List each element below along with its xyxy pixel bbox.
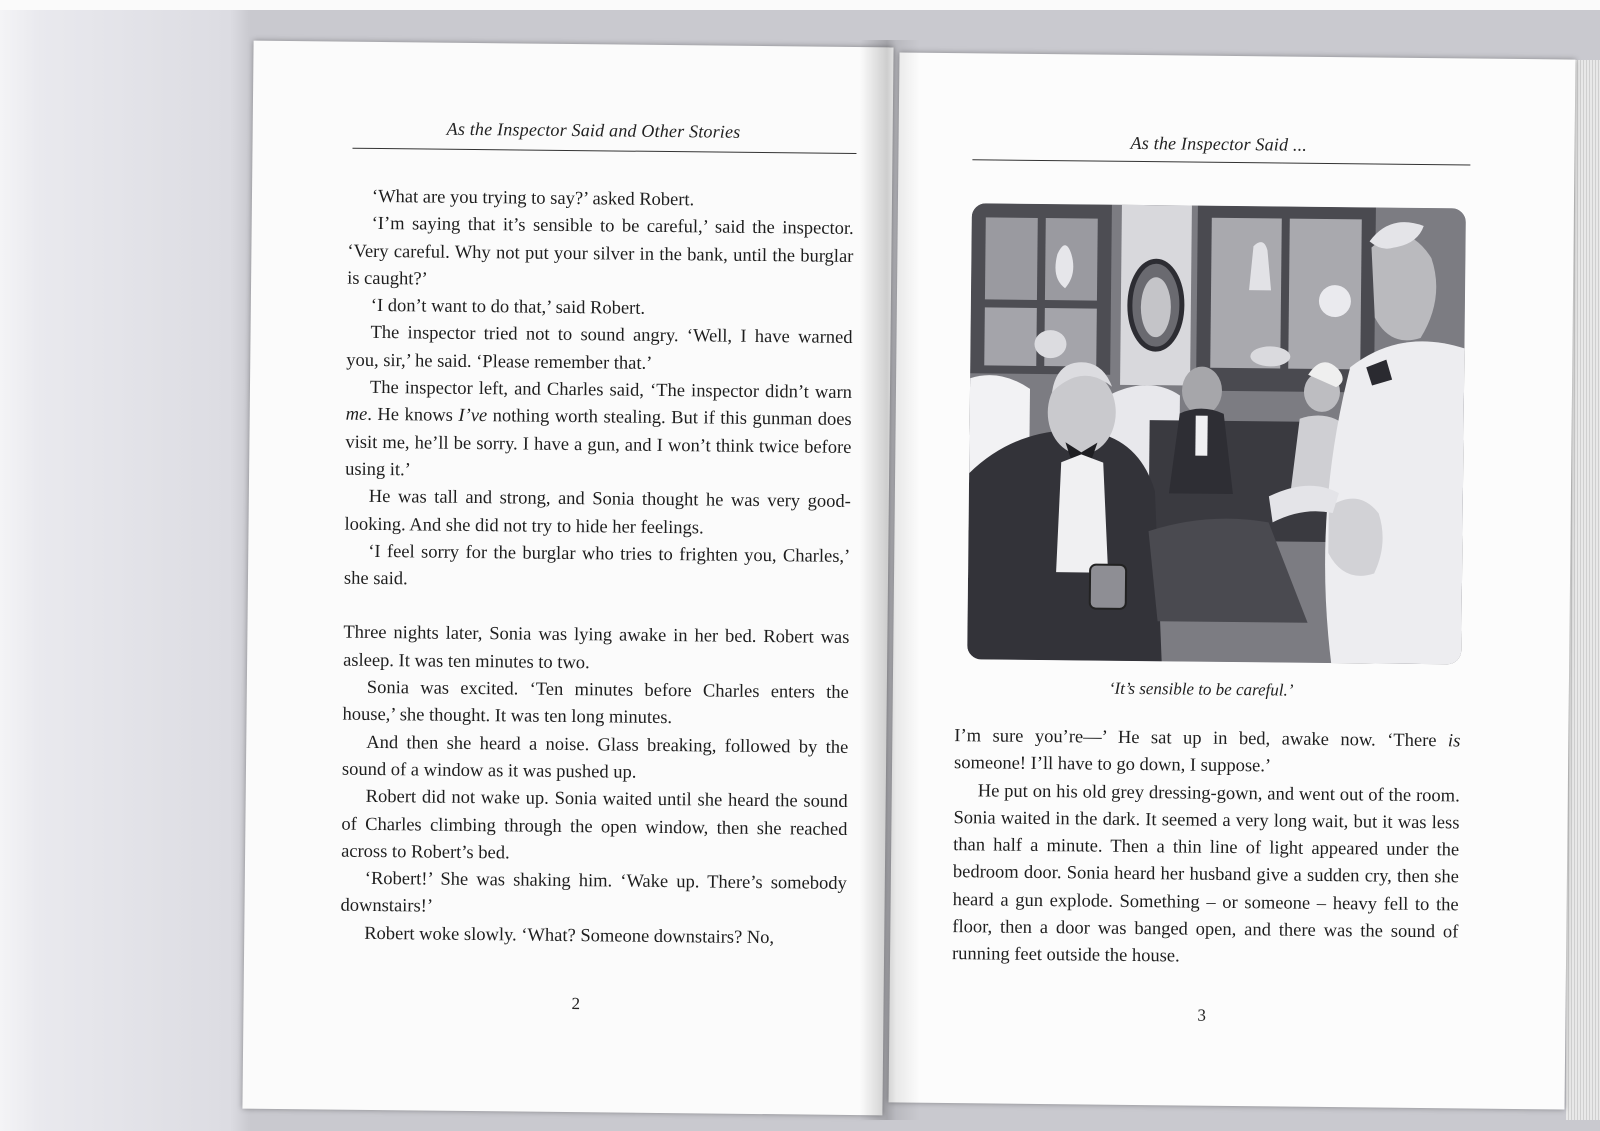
paragraph: The inspector tried not to sound angry. ‘Well, I have warned you, sir,’ he said. ‘Please remember that.’ <box>346 323 853 374</box>
paragraph: ‘What are you trying to say?’ asked Robert. <box>371 186 695 211</box>
text-span: . He knows <box>367 405 459 427</box>
illustration-caption: ‘It’s sensible to be careful.’ <box>1108 678 1294 700</box>
right-running-head: As the Inspector Said ... <box>1130 132 1308 155</box>
right-page <box>889 52 1576 1109</box>
emphasis: I’ve <box>458 406 488 427</box>
paragraph: He was tall and strong, and Sonia thought he was very good-looking. And she did not try to hide her feelings. <box>344 487 851 538</box>
text-span: someone! I’ll have to go down, I suppose.’ <box>953 753 1272 777</box>
text-span: The inspector left, and Charles said, ‘The inspector didn’t warn <box>369 377 853 404</box>
emphasis: me <box>345 405 368 426</box>
paragraph-section-start: Three nights later, Sonia was lying awake in her bed. Robert was asleep. It was ten minutes to two. <box>343 623 850 673</box>
paragraph: ‘I’m saying that it’s sensible to be careful,’ said the inspector. ‘Very careful. Why not put your silver in the bank, until the burglar is caught?’ <box>347 214 854 290</box>
left-running-head: As the Inspector Said and Other Stories <box>446 118 741 142</box>
right-text-block <box>952 723 1461 974</box>
paragraph-continued <box>954 723 1461 783</box>
paragraph: Robert woke slowly. ‘What? Someone downstairs? No, <box>364 923 775 948</box>
paragraph: ‘Robert!’ She was shaking him. ‘Wake up. There’s somebody downstairs!’ <box>340 869 847 918</box>
paragraph: ‘I don’t want to do that,’ said Robert. <box>370 296 646 319</box>
left-head-rule <box>352 148 856 154</box>
right-page-number: 3 <box>1197 1005 1207 1025</box>
illustration-drawing <box>967 203 1466 664</box>
paragraph: Robert did not wake up. Sonia waited until she heard the sound of Charles climbing through the open window, then she reached across to Robert’s bed. <box>341 787 848 864</box>
text-span: nothing worth stealing. But if this gunman does visit me, he’ll be sorry. I have a gun, and I won’t think twice before using it.’ <box>345 406 852 481</box>
paragraph: Sonia was excited. ‘Ten minutes before Charles enters the house,’ she thought. It was ten long minutes. <box>342 677 849 729</box>
left-page-number: 2 <box>571 994 581 1014</box>
paragraph: He put on his old grey dressing-gown, and went out of the room. Sonia waited in the dark. It seemed a very long wait, but it was less than half a minute. Then a thin line of light appeared under the bedroom door. Sonia heard her husband give a sudden cry, then she heard a gun explode. Something – or someone – heavy fell to the floor, then a door was banged open, and there was the sound of running feet outside the house. <box>951 780 1460 967</box>
left-page <box>242 41 893 1116</box>
paragraph: And then she heard a noise. Glass breaking, followed by the sound of a window as it was pushed up. <box>341 732 849 783</box>
emphasis: is <box>1447 731 1461 752</box>
right-head-rule <box>972 159 1470 165</box>
story-illustration <box>967 203 1466 664</box>
left-text-block <box>340 184 854 953</box>
paragraph-charles <box>345 375 852 489</box>
paragraph: ‘I feel sorry for the burglar who tries to frighten you, Charles,’ she said. <box>343 541 851 590</box>
text-span: I’m sure you’re—’ He sat up in bed, awake now. ‘There <box>954 726 1449 752</box>
